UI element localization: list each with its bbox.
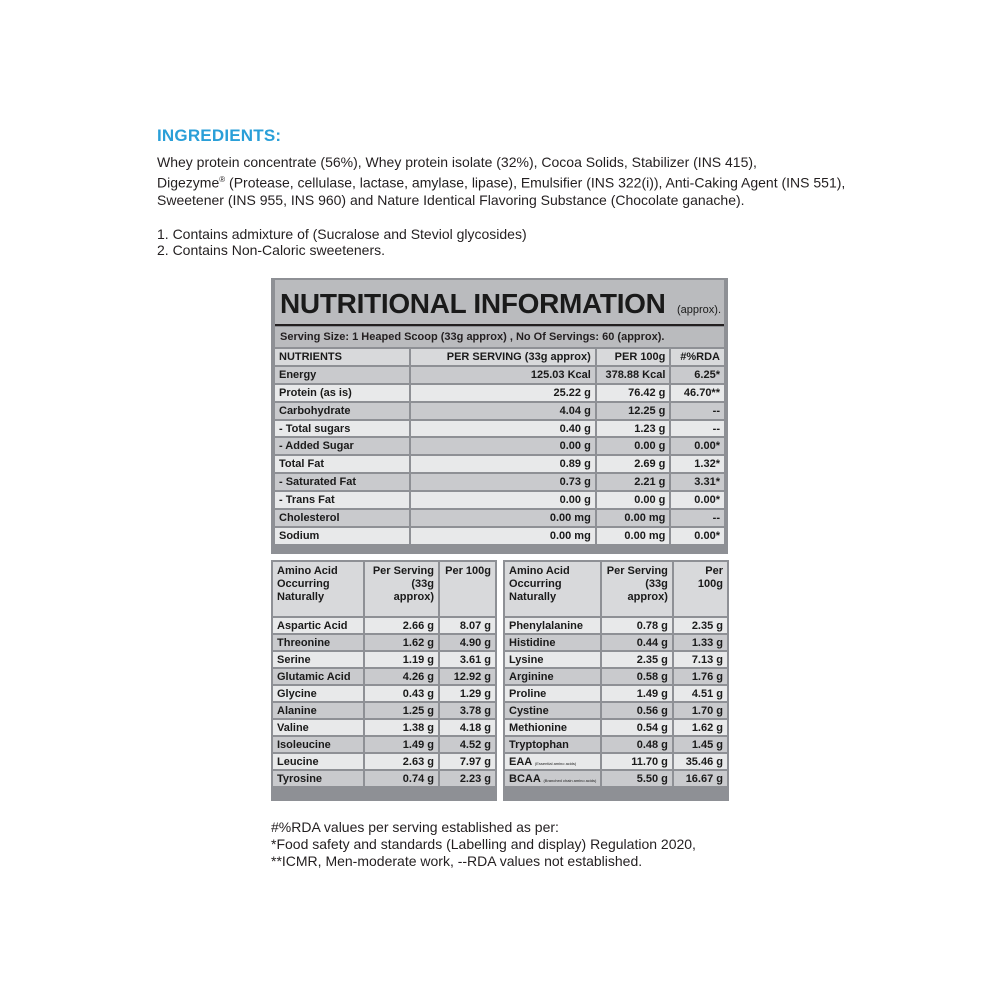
amino-acid-value: 1.49 g: [365, 737, 438, 752]
table-row: [275, 438, 724, 454]
nutrition-column-header: NUTRIENTS: [275, 349, 409, 365]
note-1: 1. Contains admixture of (Sucralose and Steviol glycosides): [157, 225, 527, 242]
amino-acid-value: 0.48 g: [602, 737, 672, 752]
ingredients-line-2b: (Protease, cellulase, lactase, amylase, lipase), Emulsifier (INS 322(i)), Anti-Caking Agent (INS 551),: [225, 174, 846, 191]
nutrition-approx: (approx).: [677, 304, 722, 316]
nutrient-value: 0.00 mg: [597, 510, 670, 526]
nutrition-panel: [271, 278, 728, 554]
nutrient-value: 0.40 g: [411, 421, 595, 437]
table-row: [273, 754, 495, 769]
amino-acid-value: 8.07 g: [440, 618, 495, 633]
amino-header-row: [505, 562, 727, 616]
amino-acid-value: 3.61 g: [440, 652, 495, 667]
amino-acid-value: 2.23 g: [440, 771, 495, 786]
nutrient-value: 3.31*: [671, 474, 724, 490]
nutrition-column-header: PER 100g: [597, 349, 670, 365]
table-row: [505, 771, 727, 786]
amino-acid-name: Cystine: [505, 703, 600, 718]
nutrient-value: 0.00 g: [411, 492, 595, 508]
nutrient-value: 6.25*: [671, 367, 724, 383]
nutrient-value: 46.70**: [671, 385, 724, 401]
table-row: [273, 618, 495, 633]
nutrient-name: Sodium: [275, 528, 409, 544]
amino-acid-name: Glycine: [273, 686, 363, 701]
amino-acid-name: Leucine: [273, 754, 363, 769]
table-row: [275, 385, 724, 401]
nutrient-value: 0.89 g: [411, 456, 595, 472]
nutrient-value: --: [671, 421, 724, 437]
amino-acid-name: Tryptophan: [505, 737, 600, 752]
amino-acid-name: Alanine: [273, 703, 363, 718]
amino-acid-value: 0.43 g: [365, 686, 438, 701]
nutrient-value: 2.21 g: [597, 474, 670, 490]
amino-acid-value: 16.67 g: [674, 771, 727, 786]
footnote-3: **ICMR, Men-moderate work, --RDA values not established.: [271, 853, 643, 869]
ingredients-title: INGREDIENTS:: [157, 126, 282, 145]
nutrient-value: 0.00 mg: [411, 510, 595, 526]
nutrition-table: [273, 347, 726, 546]
amino-acid-value: 4.52 g: [440, 737, 495, 752]
amino-acid-name: Methionine: [505, 720, 600, 735]
nutrient-name: - Saturated Fat: [275, 474, 409, 490]
table-row: [505, 754, 727, 769]
nutrient-value: 0.00*: [671, 528, 724, 544]
nutrition-column-header: PER SERVING (33g approx): [411, 349, 595, 365]
table-row: [273, 737, 495, 752]
nutrition-header-row: [275, 349, 724, 365]
ingredients-text: [157, 154, 877, 209]
table-row: [505, 652, 727, 667]
amino-acid-value: 2.63 g: [365, 754, 438, 769]
amino-acid-name: [505, 754, 600, 769]
amino-acid-value: 12.92 g: [440, 669, 495, 684]
amino-acid-value: 3.78 g: [440, 703, 495, 718]
nutrient-value: 0.00 g: [597, 438, 670, 454]
amino-panel-left: [271, 560, 497, 801]
nutrient-name: Carbohydrate: [275, 403, 409, 419]
amino-column-header: Per Serving (33g approx): [365, 562, 438, 616]
amino-acid-name: Lysine: [505, 652, 600, 667]
table-row: [273, 771, 495, 786]
amino-column-header: Amino Acid Occurring Naturally: [273, 562, 363, 616]
amino-column-header: Per Serving (33g approx): [602, 562, 672, 616]
table-row: [275, 403, 724, 419]
nutrient-value: 125.03 Kcal: [411, 367, 595, 383]
table-row: [275, 474, 724, 490]
nutrient-value: --: [671, 403, 724, 419]
nutrient-name: Cholesterol: [275, 510, 409, 526]
amino-acid-value: 4.18 g: [440, 720, 495, 735]
table-row: [273, 686, 495, 701]
table-row: [505, 618, 727, 633]
table-row: [505, 703, 727, 718]
footnote-2: *Food safety and standards (Labelling and display) Regulation 2020,: [271, 836, 696, 852]
table-row: [275, 492, 724, 508]
amino-acid-value: 11.70 g: [602, 754, 672, 769]
nutrition-header: [275, 280, 724, 326]
nutrient-value: 1.32*: [671, 456, 724, 472]
amino-acid-value: 1.45 g: [674, 737, 727, 752]
amino-acid-subnote: (Essential amino acids): [534, 760, 577, 766]
nutrient-name: - Added Sugar: [275, 438, 409, 454]
table-row: [273, 652, 495, 667]
nutrient-value: 76.42 g: [597, 385, 670, 401]
ingredients-line-2a: Digezyme: [157, 174, 220, 191]
amino-acid-value: 2.66 g: [365, 618, 438, 633]
amino-acid-value: 0.58 g: [602, 669, 672, 684]
amino-acid-value: 1.62 g: [365, 635, 438, 650]
amino-column-header: Per 100g: [440, 562, 495, 616]
amino-acid-value: 1.38 g: [365, 720, 438, 735]
amino-acid-value: 4.90 g: [440, 635, 495, 650]
table-row: [273, 720, 495, 735]
table-row: [505, 635, 727, 650]
footnote-1: #%RDA values per serving established as per:: [271, 819, 559, 835]
amino-acid-value: 1.76 g: [674, 669, 727, 684]
note-2: 2. Contains Non-Caloric sweeteners.: [157, 241, 385, 258]
amino-acid-value: 1.25 g: [365, 703, 438, 718]
table-row: [273, 635, 495, 650]
amino-column-header: Per 100g: [674, 562, 727, 616]
amino-acid-value: 0.74 g: [365, 771, 438, 786]
amino-acid-name: [505, 771, 600, 786]
amino-acid-name: Threonine: [273, 635, 363, 650]
nutrient-value: 0.73 g: [411, 474, 595, 490]
nutrient-value: 378.88 Kcal: [597, 367, 670, 383]
amino-acid-value: 0.54 g: [602, 720, 672, 735]
amino-column-header: Amino Acid Occurring Naturally: [505, 562, 600, 616]
ingredients-line-1: Whey protein concentrate (56%), Whey protein isolate (32%), Cocoa Solids, Stabilizer (INS 415),: [157, 154, 757, 170]
table-row: [505, 737, 727, 752]
nutrient-name: Total Fat: [275, 456, 409, 472]
table-row: [275, 456, 724, 472]
amino-acid-label: EAA: [509, 755, 532, 768]
nutrient-value: 12.25 g: [597, 403, 670, 419]
nutrition-title: NUTRITIONAL INFORMATION: [280, 288, 666, 319]
serving-size: Serving Size: 1 Heaped Scoop (33g approx) , No Of Servings: 60 (approx).: [275, 327, 724, 347]
nutrient-value: 0.00*: [671, 492, 724, 508]
nutrient-value: 4.04 g: [411, 403, 595, 419]
amino-table-left: [271, 560, 497, 788]
amino-acid-name: Proline: [505, 686, 600, 701]
nutrient-value: 0.00 mg: [411, 528, 595, 544]
footnotes: [271, 819, 696, 870]
nutrition-column-header: #%RDA: [671, 349, 724, 365]
nutrient-value: 25.22 g: [411, 385, 595, 401]
table-row: [273, 703, 495, 718]
table-row: [505, 686, 727, 701]
amino-acid-value: 5.50 g: [602, 771, 672, 786]
amino-acid-subnote: (Branched chain amino acids): [543, 777, 597, 783]
table-row: [275, 421, 724, 437]
amino-acid-name: Serine: [273, 652, 363, 667]
amino-acid-name: Valine: [273, 720, 363, 735]
registered-mark: ®: [219, 175, 226, 184]
amino-acid-name: Aspartic Acid: [273, 618, 363, 633]
amino-acid-name: Arginine: [505, 669, 600, 684]
nutrient-name: Energy: [275, 367, 409, 383]
amino-panel-right: [503, 560, 729, 801]
amino-acid-value: 0.56 g: [602, 703, 672, 718]
ingredients-section: [157, 126, 877, 258]
table-row: [505, 720, 727, 735]
amino-acid-value: 7.13 g: [674, 652, 727, 667]
amino-acid-value: 1.29 g: [440, 686, 495, 701]
table-row: [275, 510, 724, 526]
table-row: [505, 669, 727, 684]
ingredients-notes: [157, 226, 877, 258]
nutrient-name: - Trans Fat: [275, 492, 409, 508]
nutrient-name: - Total sugars: [275, 421, 409, 437]
amino-acid-name: Tyrosine: [273, 771, 363, 786]
nutrient-value: 0.00*: [671, 438, 724, 454]
ingredients-line-3: Sweetener (INS 955, INS 960) and Nature Identical Flavoring Substance (Chocolate ganache).: [157, 191, 745, 208]
amino-acid-label: BCAA: [509, 772, 541, 785]
amino-acid-value: 1.33 g: [674, 635, 727, 650]
amino-acid-value: 0.44 g: [602, 635, 672, 650]
amino-acid-value: 2.35 g: [674, 618, 727, 633]
amino-acid-name: Phenylalanine: [505, 618, 600, 633]
amino-acid-value: 2.35 g: [602, 652, 672, 667]
amino-acid-value: 35.46 g: [674, 754, 727, 769]
amino-acid-name: Isoleucine: [273, 737, 363, 752]
nutrient-value: 0.00 g: [597, 492, 670, 508]
amino-table-right: [503, 560, 729, 788]
amino-acid-value: 1.49 g: [602, 686, 672, 701]
nutrient-value: 0.00 g: [411, 438, 595, 454]
nutrient-value: 2.69 g: [597, 456, 670, 472]
amino-acid-value: 7.97 g: [440, 754, 495, 769]
amino-acid-value: 4.26 g: [365, 669, 438, 684]
nutrient-value: --: [671, 510, 724, 526]
amino-acid-value: 1.70 g: [674, 703, 727, 718]
amino-acid-value: 1.19 g: [365, 652, 438, 667]
amino-acid-name: Glutamic Acid: [273, 669, 363, 684]
nutrient-name: Protein (as is): [275, 385, 409, 401]
amino-acid-value: 1.62 g: [674, 720, 727, 735]
amino-acid-name: Histidine: [505, 635, 600, 650]
amino-header-row: [273, 562, 495, 616]
table-row: [275, 367, 724, 383]
nutrient-value: 1.23 g: [597, 421, 670, 437]
amino-acid-value: 4.51 g: [674, 686, 727, 701]
table-row: [275, 528, 724, 544]
table-row: [273, 669, 495, 684]
amino-acid-value: 0.78 g: [602, 618, 672, 633]
nutrient-value: 0.00 mg: [597, 528, 670, 544]
